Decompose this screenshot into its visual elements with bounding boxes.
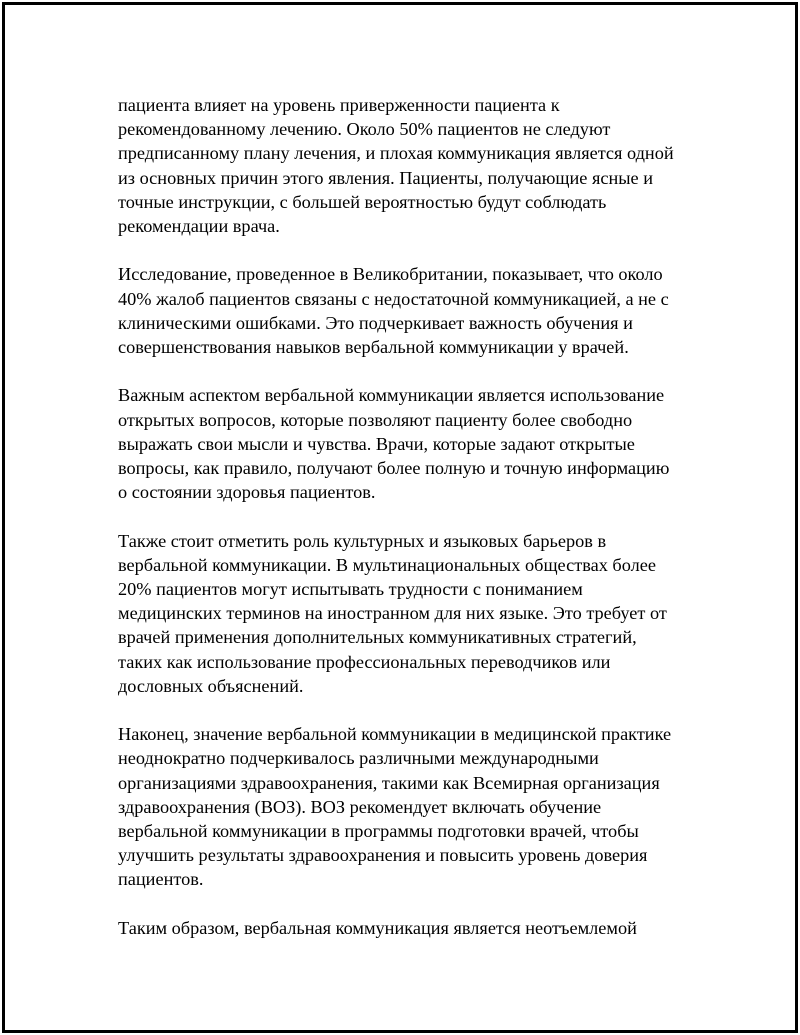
paragraph: Наконец, значение вербальной коммуникации в медицинской практике неоднократно подчеркивалось различными международными организациями здравоохранения, такими как Всемирная организация здравоохранения (ВОЗ). ВОЗ рекомендует включать обучение вербальной коммуникации в программы подготовки врачей, чтобы улучшить результаты здравоохранения и повысить уровень доверия пациентов. [118, 724, 672, 890]
paragraph: Исследование, проведенное в Великобритании, показывает, что около 40% жалоб пациентов связаны с недостаточной коммуникацией, а не с клиническими ошибками. Это подчеркивает важность обучения и совершенствования навыков вербальной коммуникации у врачей. [118, 264, 669, 358]
paragraph: пациента влияет на уровень приверженности пациента к рекомендованному лечению. Около 50% пациентов не следуют предписанному плану лечения, и плохая коммуникация является одной из основных причин этого явления. Пациенты, получающие ясные и точные инструкции, с большей вероятностью будут соблюдать рекомендации врача. [118, 95, 674, 237]
paragraph: Важным аспектом вербальной коммуникации является использование открытых вопросов, которые позволяют пациенту более свободно выражать свои мысли и чувства. Врачи, которые задают открытые вопросы, как правило, получают более полную и точную информацию о состоянии здоровья пациентов. [118, 385, 670, 503]
paragraph: Таким образом, вербальная коммуникация является неотъемлемой [118, 917, 637, 938]
paragraph: Также стоит отметить роль культурных и языковых барьеров в вербальной коммуникации. В мультинациональных обществах более 20% пациентов могут испытывать трудности с пониманием медицинских терминов на иностранном для них языке. Это требует от врачей применения дополнительных коммуникативных стратегий, таких как использование профессиональных переводчиков или дословных объяснений. [118, 530, 667, 696]
document-body [118, 93, 718, 940]
